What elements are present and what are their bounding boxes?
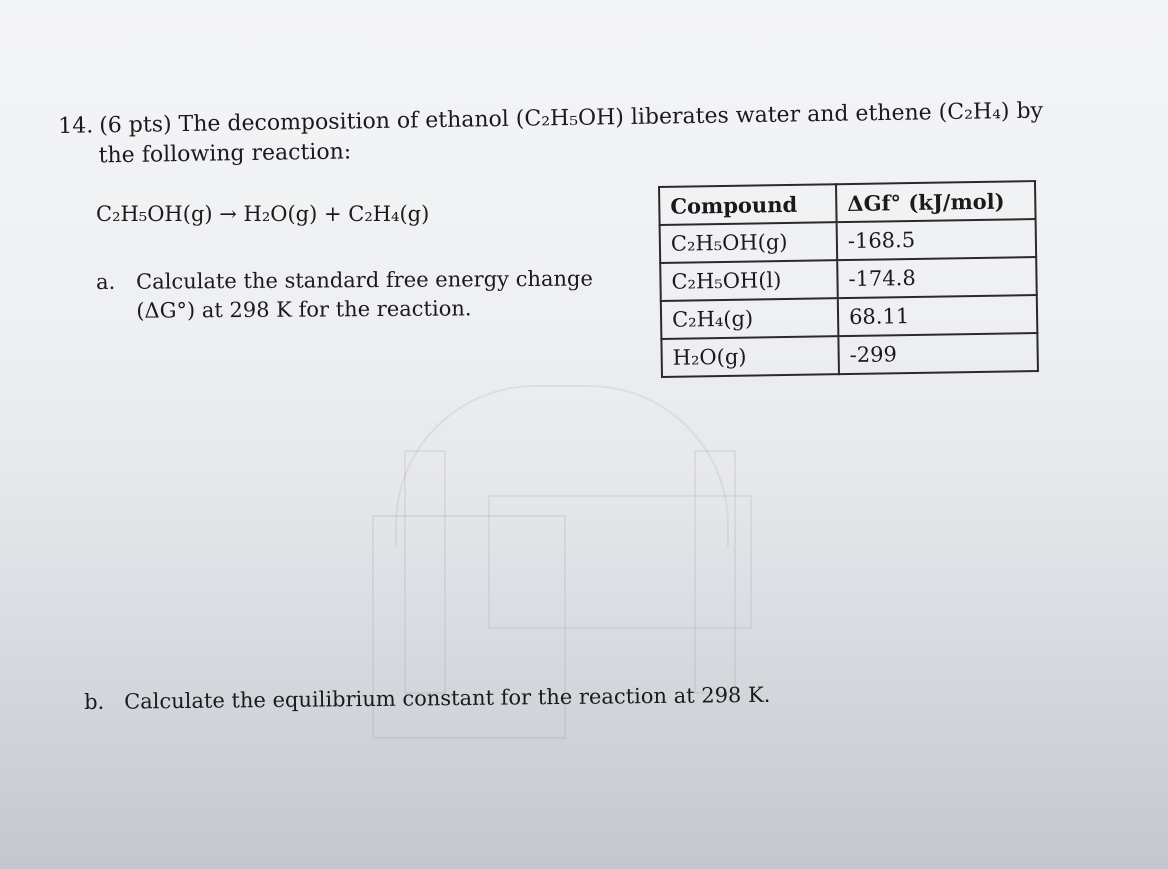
compound-cell: C₂H₅OH(g) xyxy=(660,222,838,263)
part-b-text: Calculate the equilibrium constant for the reaction at 298 K. xyxy=(123,682,771,714)
value-cell: 68.11 xyxy=(838,295,1038,336)
table-header-row xyxy=(659,181,1036,225)
compound-cell: C₂H₄(g) xyxy=(661,298,839,339)
question-text-1: (6 pts) The decomposition of ethanol (C₂H₅OH) liberates water and ethene (C₂H₄) by xyxy=(99,98,1044,139)
table-row xyxy=(660,219,1037,263)
part-a-line-1 xyxy=(96,265,593,297)
value-cell: -168.5 xyxy=(837,219,1037,260)
question-text-2: the following reaction: xyxy=(98,139,352,169)
part-a-text-1: Calculate the standard free energy change xyxy=(136,266,593,294)
compound-cell: C₂H₅OH(l) xyxy=(660,260,838,301)
bleed-through-outline xyxy=(694,450,736,694)
free-energy-table xyxy=(658,180,1039,378)
table-row xyxy=(661,333,1038,377)
column-header-delta-gf: ΔGf° (kJ/mol) xyxy=(836,181,1036,222)
part-a xyxy=(96,265,593,326)
reaction-equation: C₂H₅OH(g) → H₂O(g) + C₂H₄(g) xyxy=(96,202,430,226)
question-number: 14. xyxy=(58,113,94,139)
part-b xyxy=(84,683,771,714)
part-a-marker: a. xyxy=(96,269,116,294)
column-header-compound: Compound xyxy=(659,184,837,225)
value-cell: -299 xyxy=(838,333,1038,374)
compound-cell: H₂O(g) xyxy=(661,336,839,377)
free-energy-table-container xyxy=(658,180,1039,378)
part-b-marker: b. xyxy=(84,689,105,714)
table-row xyxy=(660,257,1037,301)
part-a-text-2: (ΔG°) at 298 K for the reaction. xyxy=(136,296,472,323)
question-prompt xyxy=(58,96,1069,172)
table-row xyxy=(661,295,1038,339)
value-cell: -174.8 xyxy=(837,257,1037,298)
bleed-through-outline xyxy=(404,450,446,694)
